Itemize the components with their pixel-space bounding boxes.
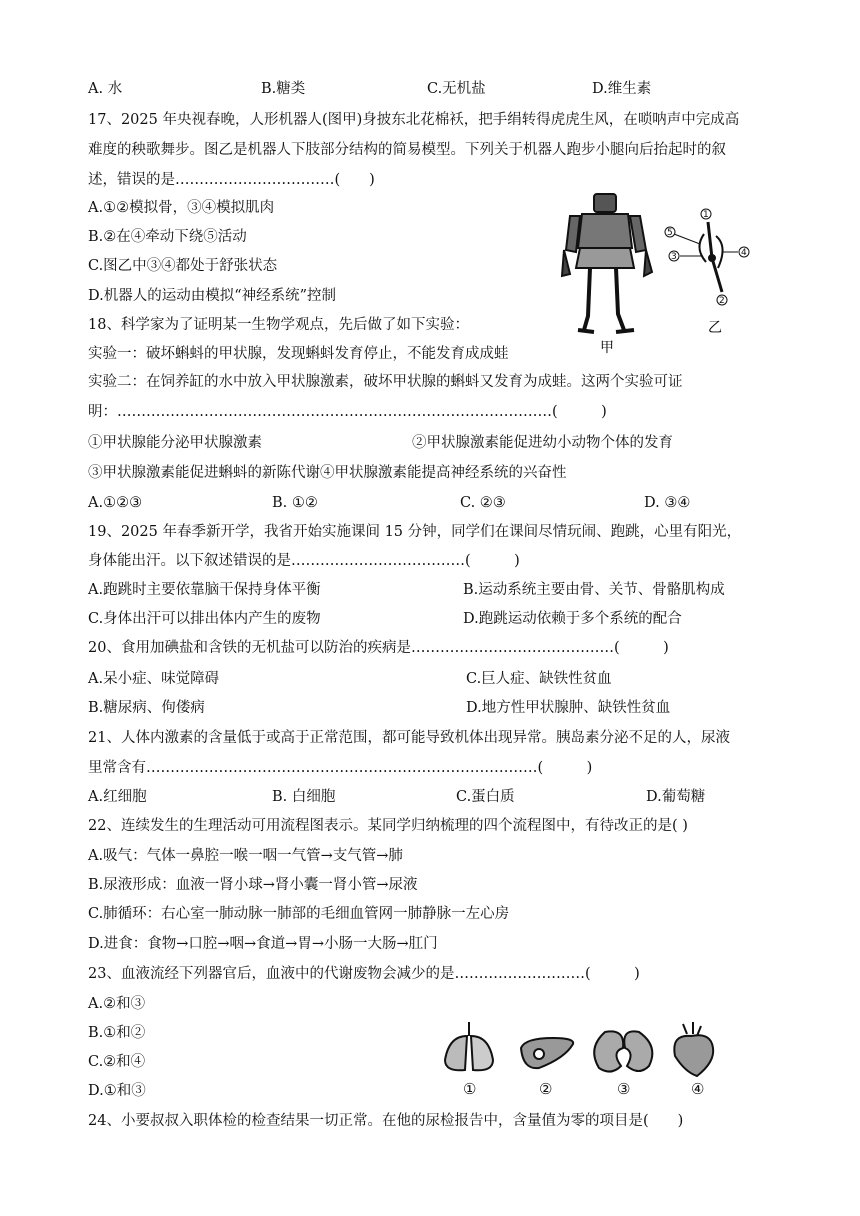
q17-stem-line: 难度的秧歌舞步。图乙是机器人下肢部分结构的简易模型。下列关于机器人跑步小腿向后抬起时的叙 <box>88 142 726 158</box>
q18-stem-line: 明：………………………………………………………………………………( ) <box>88 404 607 420</box>
q19-stem-line: 19、2025 年春季新开学，我省开始实施课间 15 分钟，同学们在课间尽情玩闹、跑跳，心里有阳光， <box>88 524 742 540</box>
organ-label-2: ② <box>539 1080 553 1098</box>
q18-stem-line: 18、科学家为了证明某一生物学观点，先后做了如下实验： <box>88 317 469 333</box>
organ-label-3: ③ <box>617 1080 631 1098</box>
q16-option-d: D.维生素 <box>592 81 652 97</box>
q20-option-b: B.糖尿病、佝偻病 <box>88 700 205 716</box>
q19-stem-line: 身体能出汗。以下叙述错误的是………………………………( ) <box>88 553 520 569</box>
q24-stem-line: 24、小要叔叔入职体检的检查结果一切正常。在他的尿检报告中，含量值为零的项目是( ) <box>88 1113 684 1129</box>
q20-option-c: C.巨人症、缺铁性贫血 <box>466 671 612 687</box>
heart-icon <box>674 1022 713 1076</box>
q23-option-b: B.①和② <box>88 1025 146 1041</box>
organs-figure <box>435 1018 725 1098</box>
q19-option-d: D.跑跳运动依赖于多个系统的配合 <box>463 611 682 627</box>
q22-option-d: D.进食：食物→口腔→咽→食道→胃→小肠一大肠→肛门 <box>88 936 438 952</box>
q17-stem-line: 17、2025 年央视春晚，人形机器人(图甲)身披东北花棉袄，把手绢转得虎虎生风，在唢呐声中完成高 <box>88 112 740 128</box>
q16-option-c: C.无机盐 <box>427 81 486 97</box>
q17-option-c: C.图乙中③④都处于舒张状态 <box>88 258 278 274</box>
figure-label-jia: 甲 <box>600 340 614 356</box>
q18-option-c: C. ②③ <box>460 495 506 511</box>
q18-item-1: ①甲状腺能分泌甲状腺激素 <box>88 435 262 451</box>
svg-text:4: 4 <box>741 248 747 258</box>
robot-figure <box>560 186 760 356</box>
q17-option-d: D.机器人的运动由模拟“神经系统”控制 <box>88 288 337 304</box>
svg-text:3: 3 <box>671 252 677 262</box>
q19-option-a: A.跑跳时主要依靠脑干保持身体平衡 <box>88 582 321 598</box>
q20-option-a: A.呆小症、味觉障碍 <box>88 671 220 687</box>
q20-stem-line: 20、食用加碘盐和含铁的无机盐可以防治的疾病是……………………………………( ) <box>88 640 669 656</box>
q22-option-c: C.肺循环：右心室一肺动脉一肺部的毛细血管网一肺静脉一左心房 <box>88 906 510 922</box>
q20-option-d: D.地方性甲状腺肿、缺铁性贫血 <box>466 700 671 716</box>
q18-stem-line: 实验二：在饲养缸的水中放入甲状腺激素，破坏甲状腺的蝌蚪又发育为成蛙。这两个实验可证 <box>88 374 683 390</box>
organ-label-4: ④ <box>691 1080 705 1098</box>
q18-item-3-4: ③甲状腺激素能促进蝌蚪的新陈代谢④甲状腺激素能提高神经系统的兴奋性 <box>88 465 567 481</box>
q16-option-a: A. 水 <box>88 81 123 97</box>
q17-option-b: B.②在④牵动下绕⑤活动 <box>88 229 247 245</box>
q23-option-a: A.②和③ <box>88 996 146 1012</box>
organ-label-1: ① <box>463 1080 477 1098</box>
svg-text:2: 2 <box>719 296 725 306</box>
q19-option-b: B.运动系统主要由骨、关节、骨骼肌构成 <box>463 582 725 598</box>
q17-option-a: A.①②模拟骨，③④模拟肌肉 <box>88 200 275 216</box>
figure-label-yi: 乙 <box>708 320 722 336</box>
svg-text:1: 1 <box>703 210 709 220</box>
q17-stem-line: 述，错误的是……………………………( ) <box>88 172 375 188</box>
lungs-icon <box>445 1022 493 1070</box>
q21-option-d: D.葡萄糖 <box>646 789 706 805</box>
liver-icon <box>521 1038 573 1068</box>
q21-stem-line: 里常含有………………………………………………………………………( ) <box>88 760 593 776</box>
svg-text:5: 5 <box>667 228 673 238</box>
q18-option-a: A.①②③ <box>88 495 143 511</box>
q23-option-c: C.②和④ <box>88 1054 146 1070</box>
q18-item-2: ②甲状腺激素能促进幼小动物个体的发育 <box>412 435 673 451</box>
q22-option-b: B.尿液形成：血液一肾小球→肾小囊一肾小管→尿液 <box>88 877 418 893</box>
q21-option-a: A.红细胞 <box>88 789 147 805</box>
q22-stem-line: 22、连续发生的生理活动可用流程图表示。某同学归纳梳理的四个流程图中，有待改正的是( ) <box>88 818 688 834</box>
q21-stem-line: 21、人体内激素的含量低于或高于正常范围，都可能导致机体出现异常。胰岛素分泌不足的人，尿液 <box>88 730 730 746</box>
q18-option-b: B. ①② <box>272 495 318 511</box>
q23-option-d: D.①和③ <box>88 1083 146 1099</box>
q18-stem-line: 实验一：破坏蝌蚪的甲状腺，发现蝌蚪发育停止，不能发育成成蛙 <box>88 346 509 362</box>
q21-option-b: B. 白细胞 <box>272 789 336 805</box>
q19-option-c: C.身体出汗可以排出体内产生的废物 <box>88 611 321 627</box>
kidney-icon <box>594 1031 652 1071</box>
q16-option-b: B.糖类 <box>261 81 306 97</box>
q22-option-a: A.吸气：气体一鼻腔一喉一咽一气管→支气管→肺 <box>88 848 403 864</box>
q21-option-c: C.蛋白质 <box>456 789 515 805</box>
q23-stem-line: 23、血液流经下列器官后，血液中的代谢废物会减少的是………………………( ) <box>88 966 640 982</box>
q18-option-d: D. ③④ <box>644 495 691 511</box>
